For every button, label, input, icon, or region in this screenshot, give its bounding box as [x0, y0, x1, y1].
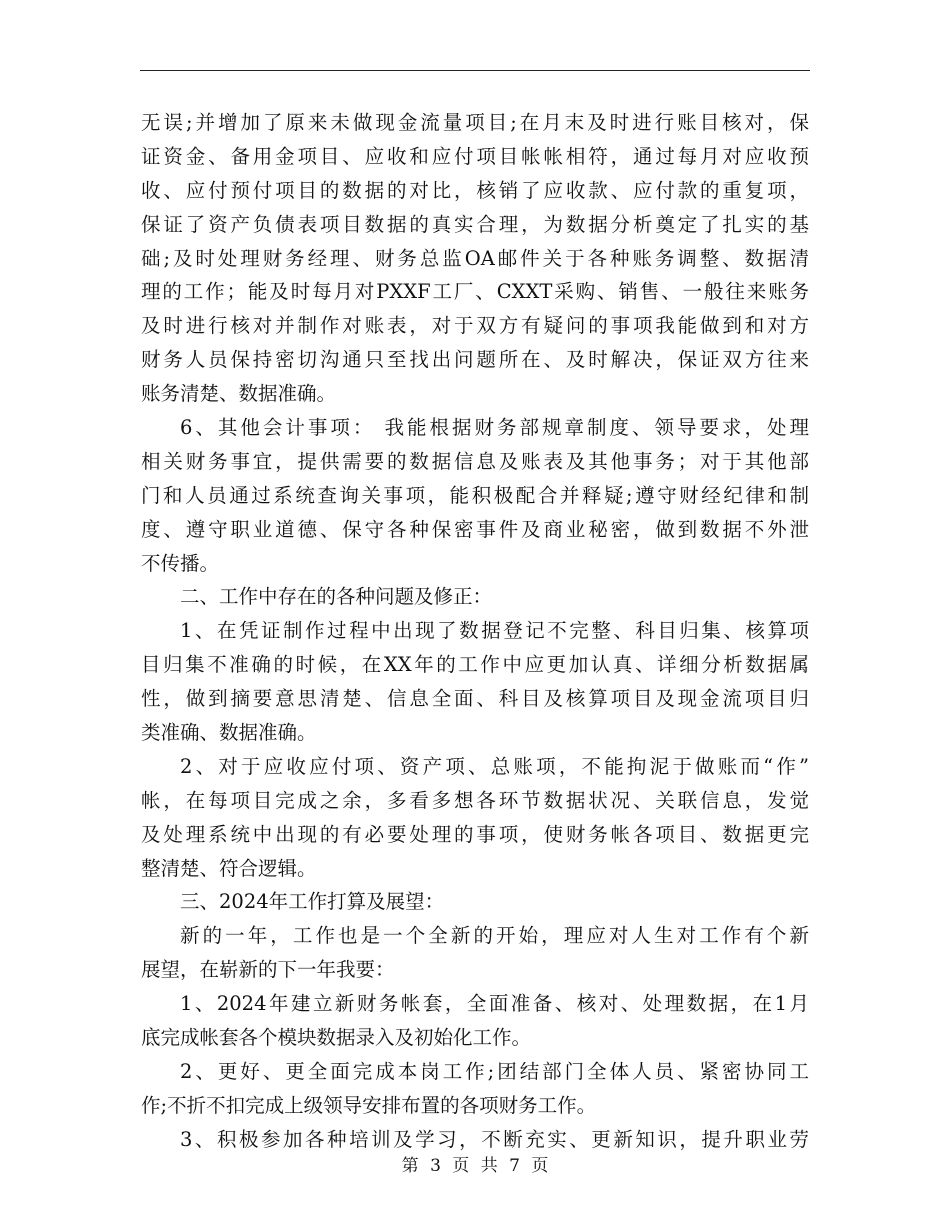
text-line: 收、应付预付项目的数据的对比，核销了应收款、应付款的重复项，	[141, 178, 809, 202]
text-line: 财务人员保持密切沟通只至找出问题所在、及时解决，保证双方往来	[141, 348, 809, 372]
text-line: 作;不折不扣完成上级领导安排布置的各项财务工作。	[141, 1093, 597, 1117]
text-line: 证资金、备用金项目、应收和应付项目帐帐相符，通过每月对应收预	[141, 144, 809, 168]
text-line: 1、2024年建立新财务帐套，全面准备、核对、处理数据，在1月	[180, 992, 809, 1016]
text-line: 础;及时处理财务经理、财务总监OA邮件关于各种账务调整、数据清	[141, 246, 809, 270]
section-item-heading: 6、其他会计事项： 我能根据财务部规章制度、领导要求，处理	[180, 416, 809, 440]
section-heading: 三、2024年工作打算及展望：	[180, 890, 445, 914]
text-line: 目归集不准确的时候，在XX年的工作中应更加认真、详细分析数据属	[141, 653, 809, 677]
text-line: 1、在凭证制作过程中出现了数据登记不完整、科目归集、核算项	[180, 619, 809, 643]
page-number-footer: 第 3 页 共 7 页	[401, 1156, 549, 1176]
text-line: 不传播。	[141, 551, 220, 575]
text-line: 性，做到摘要意思清楚、信息全面、科目及核算项目及现金流项目归	[141, 687, 809, 711]
document-body	[141, 106, 809, 1157]
text-line: 帐，在每项目完成之余，多看多想各环节数据状况、关联信息，发觉	[141, 788, 809, 812]
text-line: 理的工作；能及时每月对PXXF工厂、CXXT采购、销售、一般往来账务	[141, 280, 809, 304]
header-rule	[140, 70, 810, 71]
text-line: 账务清楚、数据准确。	[141, 382, 337, 406]
section-heading: 二、工作中存在的各种问题及修正：	[180, 585, 493, 609]
text-line: 及处理系统中出现的有必要处理的事项，使财务帐各项目、数据更完	[141, 822, 809, 846]
text-line: 无误;并增加了原来未做现金流量项目;在月末及时进行账目核对，保	[141, 111, 809, 134]
text-line: 类准确、数据准确。	[141, 721, 317, 745]
text-line: 相关财务事宜，提供需要的数据信息及账表及其他事务；对于其他部	[141, 449, 809, 473]
text-line: 门和人员通过系统查询关事项，能积极配合并释疑;遵守财经纪律和制	[141, 483, 809, 507]
text-line: 2、更好、更全面完成本岗工作;团结部门全体人员、紧密协同工	[180, 1059, 809, 1083]
text-line: 新的一年，工作也是一个全新的开始，理应对人生对工作有个新	[180, 924, 809, 948]
text-line: 2、对于应收应付项、资产项、总账项，不能拘泥于做账而“作”	[180, 754, 809, 778]
text-line: 底完成帐套各个模块数据录入及初始化工作。	[141, 1026, 532, 1050]
text-line: 度、遵守职业道德、保守各种保密事件及商业秘密，做到数据不外泄	[141, 517, 809, 541]
text-line: 整清楚、符合逻辑。	[141, 856, 317, 880]
text-line: 3、积极参加各种培训及学习，不断充实、更新知识，提升职业劳	[180, 1127, 809, 1151]
text-line: 展望，在崭新的下一年我要：	[141, 958, 395, 982]
text-line: 保证了资产负债表项目数据的真实合理，为数据分析奠定了扎实的基	[141, 212, 809, 236]
text-line: 及时进行核对并制作对账表，对于双方有疑问的事项我能做到和对方	[141, 314, 809, 338]
